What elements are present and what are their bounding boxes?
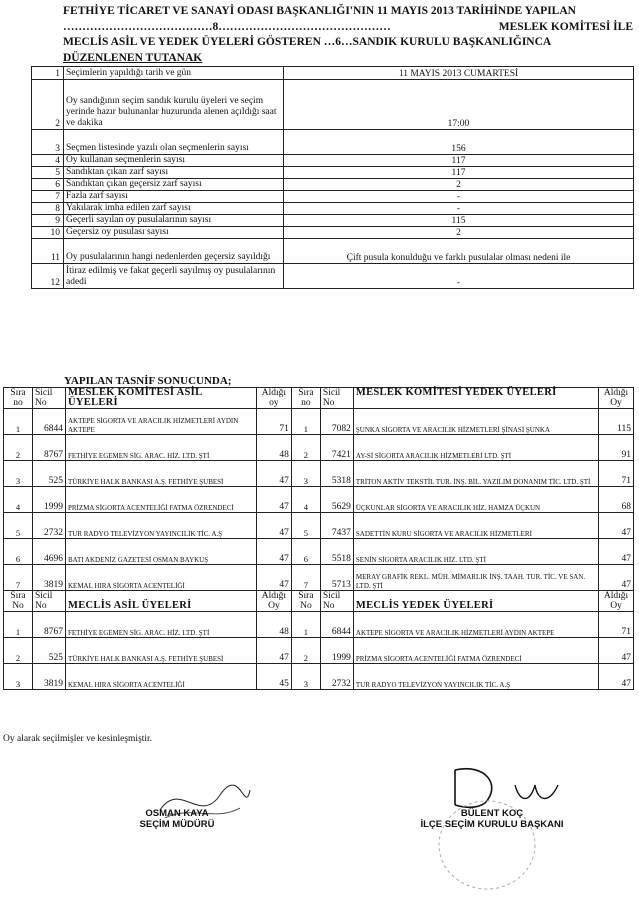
sicil-cell: 525: [33, 461, 66, 487]
minutes-row-number: 6: [32, 179, 64, 191]
table-row: [4, 461, 634, 487]
left-signer-name: OSMAN KAYA: [145, 808, 209, 819]
minutes-row-value: 17:00: [284, 80, 634, 130]
minutes-row-value: -: [284, 203, 634, 215]
minutes-row-value: -: [284, 191, 634, 203]
minutes-row-value: 2: [284, 227, 634, 239]
sira-cell: 2: [4, 638, 33, 664]
sira-cell: 4: [4, 487, 33, 513]
sicil-cell: 1999: [33, 487, 66, 513]
sira-cell: 3: [291, 664, 320, 690]
minutes-row-question: Oy pusulalarının hangi nedenlerden geçersiz sayıldığı: [64, 239, 284, 264]
member-name: SENİN SİGORTA ARACILIK HİZ. LTD. ŞTİ: [353, 539, 598, 565]
minutes-row-number: 8: [32, 203, 64, 215]
header-line-2: [63, 20, 633, 36]
col-sira: Sıra no: [4, 388, 33, 409]
minutes-row-question: Geçerli sayılan oy pusulalarının sayısı: [64, 215, 284, 227]
sicil-cell: 1999: [320, 638, 353, 664]
sicil-cell: 2732: [33, 513, 66, 539]
sira-cell: 4: [291, 487, 320, 513]
minutes-row: [32, 80, 634, 130]
col-meclis-yedek: MECLİS YEDEK ÜYELERİ: [353, 591, 598, 612]
minutes-row: [32, 264, 634, 289]
minutes-row-value: 117: [284, 155, 634, 167]
sira-cell: 1: [4, 409, 33, 435]
sicil-cell: 525: [33, 638, 66, 664]
sira-cell: 7: [4, 565, 33, 591]
results-table: [3, 387, 634, 690]
member-name: TUR RADYO TELEVİZYON YAYINCILIK TİC. A.Ş: [353, 664, 598, 690]
vote-count: 47: [256, 487, 291, 513]
sicil-cell: 3819: [33, 565, 66, 591]
left-signature-block: [112, 808, 242, 830]
tasnif-title: YAPILAN TASNİF SONUCUNDA;: [64, 375, 232, 387]
table-row: [4, 612, 634, 638]
sicil-cell: 3819: [33, 664, 66, 690]
meclis-header-row: [4, 591, 634, 612]
left-signer-title: SEÇİM MÜDÜRÜ: [139, 819, 215, 830]
table-row: [4, 487, 634, 513]
sicil-cell: 7082: [320, 409, 353, 435]
member-name: KEMAL HIRA SİGORTA ACENTELİĞİ: [66, 565, 257, 591]
sira-cell: 3: [4, 664, 33, 690]
minutes-table: [31, 66, 634, 289]
vote-count: 47: [256, 539, 291, 565]
member-name: ŞUNKA SİGORTA VE ARACILIK HİZMETLERİ ŞİNASİ ŞUNKA: [353, 409, 598, 435]
minutes-row-question: Yakılarak imha edilen zarf sayısı: [64, 203, 284, 215]
minutes-row-question: Oy kullanan seçmenlerin sayısı: [64, 155, 284, 167]
sira-cell: 1: [4, 612, 33, 638]
sira-cell: 2: [291, 638, 320, 664]
vote-count: 47: [599, 638, 634, 664]
table-row: [4, 513, 634, 539]
vote-count: 47: [256, 513, 291, 539]
vote-count: 71: [599, 612, 634, 638]
minutes-row: [32, 227, 634, 239]
sicil-cell: 2732: [320, 664, 353, 690]
minutes-row-number: 11: [32, 239, 64, 264]
minutes-row: [32, 239, 634, 264]
minutes-row-number: 9: [32, 215, 64, 227]
minutes-row: [32, 67, 634, 80]
minutes-row-number: 7: [32, 191, 64, 203]
col-sira-3: Sıra No: [4, 591, 33, 612]
vote-count: 68: [599, 487, 634, 513]
sicil-cell: 8767: [33, 435, 66, 461]
vote-count: 47: [599, 664, 634, 690]
sicil-cell: 4696: [33, 539, 66, 565]
member-name: PRİZMA SİGORTA ACENTELİĞİ FATMA ÖZRENDECİ: [66, 487, 257, 513]
vote-count: 48: [256, 612, 291, 638]
vote-count: 47: [599, 565, 634, 591]
minutes-row-value: Çift pusula konulduğu ve farklı pusulalar olması nedeni ile: [284, 239, 634, 264]
sicil-cell: 5518: [320, 539, 353, 565]
minutes-row-number: 10: [32, 227, 64, 239]
minutes-row: [32, 203, 634, 215]
member-name: TÜRKİYE HALK BANKASI A.Ş. FETHİYE ŞUBESİ: [66, 638, 257, 664]
minutes-row: [32, 215, 634, 227]
minutes-row-value: 115: [284, 215, 634, 227]
sicil-cell: 5318: [320, 461, 353, 487]
sicil-cell: 5713: [320, 565, 353, 591]
member-name: MERAY GRAFİK REKL. MÜH. MİMARLIK İNŞ. TAAH. TUR. TİC. VE SAN. LTD. ŞTİ: [353, 565, 598, 591]
sicil-cell: 6844: [320, 612, 353, 638]
right-signer-title: İLÇE SEÇİM KURULU BAŞKANI: [420, 819, 564, 830]
col-oy-3: Aldığı Oy: [256, 591, 291, 612]
sicil-cell: 7421: [320, 435, 353, 461]
col-oy-4: Aldığı Oy: [599, 591, 634, 612]
header-line-1: FETHİYE TİCARET VE SANAYİ ODASI BAŞKANLIĞI'NIN 11 MAYIS 2013 TARİHİNDE YAPILAN: [63, 5, 576, 17]
header-line-2-left: …………………………………8………………………………………: [63, 20, 391, 33]
minutes-row-question: Sandıktan çıkan zarf sayısı: [64, 167, 284, 179]
vote-count: 47: [256, 565, 291, 591]
minutes-row-number: 12: [32, 264, 64, 289]
col-meclis-asil: MECLİS ASİL ÜYELERİ: [66, 591, 257, 612]
vote-count: 91: [599, 435, 634, 461]
sicil-cell: 8767: [33, 612, 66, 638]
sira-cell: 1: [291, 409, 320, 435]
table-row: [4, 539, 634, 565]
sicil-cell: 7437: [320, 513, 353, 539]
table-row: [4, 664, 634, 690]
minutes-row-value: 2: [284, 179, 634, 191]
minutes-row: [32, 191, 634, 203]
col-sira-4: Sıra No: [291, 591, 320, 612]
sira-cell: 5: [291, 513, 320, 539]
col-sira-2: Sıra no: [291, 388, 320, 409]
member-name: FETHİYE EGEMEN SİG. ARAC. HİZ. LTD. ŞTİ: [66, 612, 257, 638]
minutes-row-value: 11 MAYIS 2013 CUMARTESİ: [284, 67, 634, 80]
table-row: [4, 409, 634, 435]
vote-count: 47: [256, 638, 291, 664]
member-name: ÜÇKUNLAR SİGORTA VE ARACILIK HİZ. HAMZA ÜÇKUN: [353, 487, 598, 513]
sira-cell: 3: [291, 461, 320, 487]
member-name: SADETTİN KURU SİGORTA VE ARACILIK HİZMETLERİ: [353, 513, 598, 539]
table-row: [4, 435, 634, 461]
vote-count: 71: [599, 461, 634, 487]
col-meslek-asil: MESLEK KOMİTESİ ASİL ÜYELERİ: [66, 388, 257, 409]
sira-cell: 6: [291, 539, 320, 565]
member-name: FETHİYE EGEMEN SİG. ARAC. HİZ. LTD. ŞTİ: [66, 435, 257, 461]
minutes-row-question: Fazla zarf sayısı: [64, 191, 284, 203]
vote-count: 45: [256, 664, 291, 690]
right-signature-block: [392, 808, 592, 830]
minutes-row-question: Oy sandığının seçim sandık kurulu üyeleri ve seçim yerinde hazır bulunanlar huzurunda alenen açıldığı saat ve dakika: [64, 80, 284, 130]
minutes-row: [32, 179, 634, 191]
minutes-row-question: Sandıktan çıkan geçersiz zarf sayısı: [64, 179, 284, 191]
vote-count: 115: [599, 409, 634, 435]
col-oy: Aldığı oy: [256, 388, 291, 409]
minutes-row-number: 4: [32, 155, 64, 167]
member-name: PRİZMA SİGORTA ACENTELİĞİ FATMA ÖZRENDECİ: [353, 638, 598, 664]
vote-count: 47: [599, 513, 634, 539]
col-sicil-2: Sicil No: [320, 388, 353, 409]
minutes-row-value: 117: [284, 167, 634, 179]
minutes-row-number: 3: [32, 130, 64, 155]
member-name: AY-Sİ SİGORTA ARACILIK HİZMETLERİ LTD. ŞTİ: [353, 435, 598, 461]
header-line-4: DÜZENLENEN TUTANAK: [63, 51, 203, 64]
sira-cell: 7: [291, 565, 320, 591]
sicil-cell: 6844: [33, 409, 66, 435]
minutes-row-question: Geçersiz oy pusulası sayısı: [64, 227, 284, 239]
sira-cell: 6: [4, 539, 33, 565]
table-row: [4, 638, 634, 664]
header-line-2-right: MESLEK KOMİTESİ İLE: [498, 20, 633, 33]
minutes-row: [32, 130, 634, 155]
col-sicil-3: Sicil No: [33, 591, 66, 612]
member-name: TUR RADYO TELEVİZYON YAYINCILIK TİC. A.Ş: [66, 513, 257, 539]
minutes-row: [32, 155, 634, 167]
col-sicil: Sicil No: [33, 388, 66, 409]
col-sicil-4: Sicil No: [320, 591, 353, 612]
minutes-row-number: 5: [32, 167, 64, 179]
minutes-row-question: İtiraz edilmiş ve fakat geçerli sayılmış oy pusulalarının adedi: [64, 264, 284, 289]
minutes-row-question: Seçimlerin yapıldığı tarih ve gün: [64, 67, 284, 80]
member-name: BATI AKDENİZ GAZETESİ OSMAN BAYKUŞ: [66, 539, 257, 565]
vote-count: 47: [256, 461, 291, 487]
vote-count: 48: [256, 435, 291, 461]
minutes-row-value: 156: [284, 130, 634, 155]
sira-cell: 2: [291, 435, 320, 461]
member-name: KEMAL HIRA SİGORTA ACENTELİĞİ: [66, 664, 257, 690]
document-header: [63, 4, 633, 66]
footnote: Oy alarak seçilmişler ve kesinleşmiştir.: [3, 734, 153, 744]
right-signer-name: BÜLENT KOÇ: [460, 808, 524, 819]
sira-cell: 5: [4, 513, 33, 539]
meslek-header-row: [4, 388, 634, 409]
minutes-row-question: Seçmen listesinde yazılı olan seçmenlerin sayısı: [64, 130, 284, 155]
sira-cell: 1: [291, 612, 320, 638]
member-name: TRİTON AKTİV TEKSTİL TUR. İNŞ. BİL. YAZILIM DONANIM TİC. LTD. ŞTİ: [353, 461, 598, 487]
minutes-row-value: -: [284, 264, 634, 289]
vote-count: 47: [599, 539, 634, 565]
header-line-3: MECLİS ASİL VE YEDEK ÜYELERİ GÖSTEREN …6…SANDIK KURULU BAŞKANLIĞINCA: [63, 36, 552, 48]
sicil-cell: 5629: [320, 487, 353, 513]
sira-cell: 2: [4, 435, 33, 461]
minutes-row: [32, 167, 634, 179]
vote-count: 71: [256, 409, 291, 435]
member-name: AKTEPE SİGORTA VE ARACILIK HİZMETLERİ AYDIN AKTEPE: [66, 409, 257, 435]
member-name: AKTEPE SİGORTA VE ARACILIK HİZMETLERİ AYDIN AKTEPE: [353, 612, 598, 638]
minutes-row-number: 1: [32, 67, 64, 80]
col-oy-2: Aldığı Oy: [599, 388, 634, 409]
table-row: [4, 565, 634, 591]
sira-cell: 3: [4, 461, 33, 487]
col-meslek-yedek: MESLEK KOMİTESİ YEDEK ÜYELERİ: [353, 388, 598, 409]
minutes-row-number: 2: [32, 80, 64, 130]
member-name: TÜRKİYE HALK BANKASI A.Ş. FETHİYE ŞUBESİ: [66, 461, 257, 487]
